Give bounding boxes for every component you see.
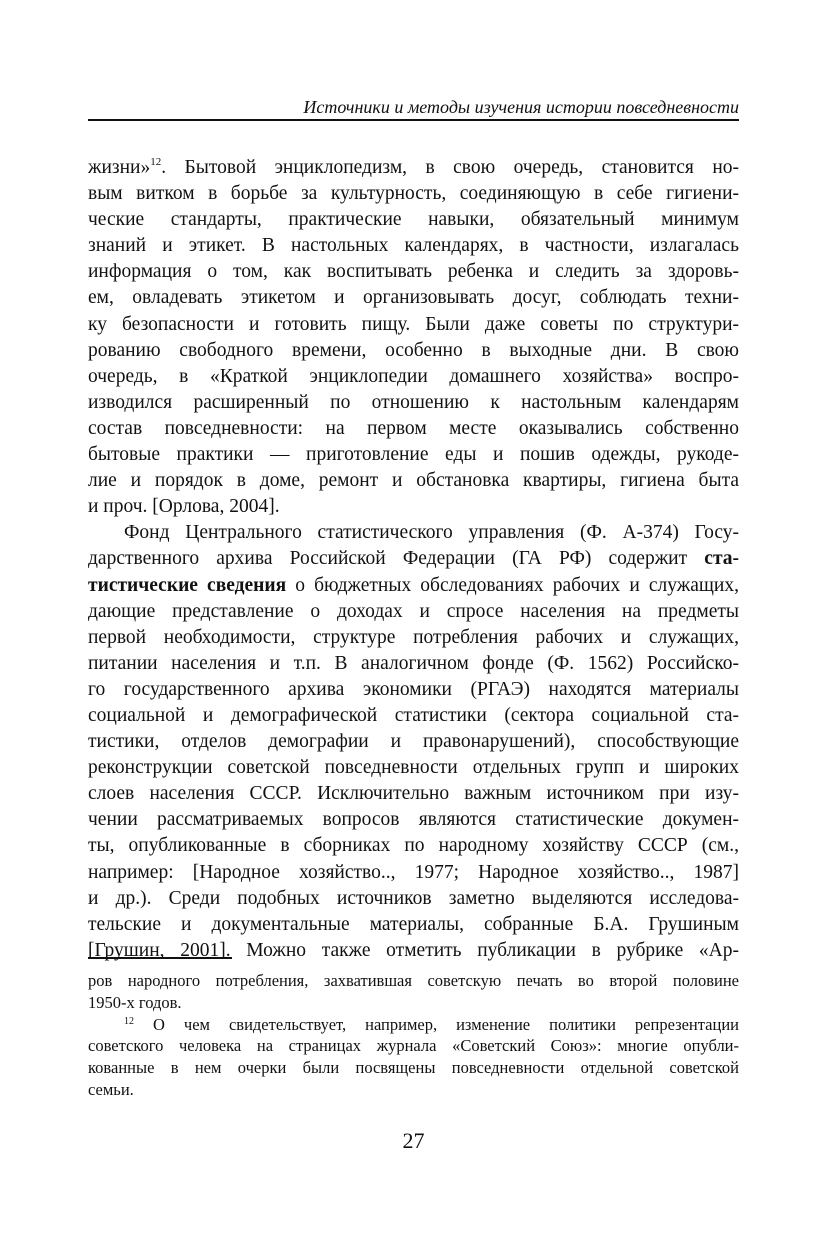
main-text (88, 155, 739, 964)
text-line: жизни»$^{12}$. Бытовой энциклопедизм, в свою очередь, становится но- (88, 156, 739, 178)
text-line: социальной и демографической статистики (сектора социальной ста- (88, 704, 739, 726)
text-line: ческие стандарты, практические навыки, обязательный минимум (88, 209, 739, 231)
text-line: бытовые практики — приготовление еды и пошив одежды, рукоде- (88, 444, 739, 466)
text-line: реконструкции советской повседневности отдельных групп и широких (88, 757, 739, 779)
text-line: рованию свободного времени, особенно в выходные дни. В свою (88, 339, 739, 361)
text-line: информация о том, как воспитывать ребенка и следить за здоровь- (88, 261, 739, 283)
text-line: ку безопасности и готовить пищу. Были даже советы по структури- (88, 313, 739, 335)
text-line: Фонд Центрального статистического управления (Ф. А-374) Госу- (124, 522, 739, 544)
text-line: первой необходимости, структуре потребления рабочих и служащих, (88, 626, 739, 648)
footnote-line: советского человека на страницах журнала «Советский Союз»: многие опубли- (88, 1036, 739, 1056)
header-rule (88, 119, 739, 121)
text-line: состав повседневности: на первом месте оказывались собственно (88, 417, 739, 439)
text-line: тистические сведения о бюджетных обследованиях рабочих и служащих, (88, 574, 739, 596)
text-line: очередь, в «Краткой энциклопедии домашнего хозяйства» воспро- (88, 365, 739, 387)
footnote-line: 1950-х годов. (88, 992, 182, 1012)
text-line: и проч. [Орлова, 2004]. (88, 496, 280, 518)
text-line: вым витком в борьбе за культурность, соединяющую в себе гигиени- (88, 183, 739, 205)
footnote-line: кованные в нем очерки были посвящены повседневности отдельной советской (88, 1058, 739, 1078)
footnotes (88, 970, 739, 1101)
footnote-line: $^{12}$ О чем свидетельствует, например, изменение политики репрезентации (124, 1014, 739, 1034)
text-line: [Грушин, 2001]. Можно также отметить публикации в рубрике «Ар- (88, 939, 739, 961)
text-line: дарственного архива Российской Федерации (ГА РФ) содержит ста- (88, 548, 740, 570)
text-line: и др.). Среди подобных источников заметно выделяются исследова- (88, 887, 739, 909)
text-line: лие и порядок в доме, ремонт и обстановка квартиры, гигиена быта (88, 470, 739, 492)
running-head: Источники и методы изучения истории повседневности (303, 97, 739, 117)
text-line: ем, овладевать этикетом и организовывать досуг, соблюдать техни- (88, 287, 739, 309)
text-line: ты, опубликованные в сборниках по народному хозяйству СССР (см., (88, 835, 739, 857)
footnote-line: семьи. (88, 1079, 134, 1099)
text-line: знаний и этикет. В настольных календарях, в частности, излагалась (88, 235, 739, 257)
text-line: питании населения и т.п. В аналогичном фонде (Ф. 1562) Российско- (88, 652, 739, 674)
text-line: тистики, отделов демографии и правонарушений), способствующие (88, 731, 739, 753)
text-line: слоев населения СССР. Исключительно важным источником при изу- (88, 783, 739, 805)
text-line: дающие представление о доходах и спросе населения на предметы (88, 600, 739, 622)
footnote-line: ров народного потребления, захватившая советскую печать во второй половине (88, 971, 739, 990)
footnote-ref[interactable]: 12 (150, 156, 162, 168)
page-number: 27 (402, 1128, 425, 1153)
bold-term: ста- (704, 548, 740, 570)
footnote-separator (88, 957, 232, 959)
text-line: изводился расширенный по отношению к настольным календарям (88, 391, 739, 413)
text-line: го государственного архива экономики (РГАЭ) находятся материалы (88, 678, 739, 700)
footnote-number: 12 (124, 1015, 134, 1027)
text-line: тельские и документальные материалы, собранные Б.А. Грушиным (88, 913, 739, 935)
text-line: например: [Народное хозяйство.., 1977; Народное хозяйство.., 1987] (88, 861, 739, 883)
bold-term: тистические сведения (88, 574, 287, 596)
text-line: чении рассматриваемых вопросов являются статистические докумен- (88, 809, 739, 831)
